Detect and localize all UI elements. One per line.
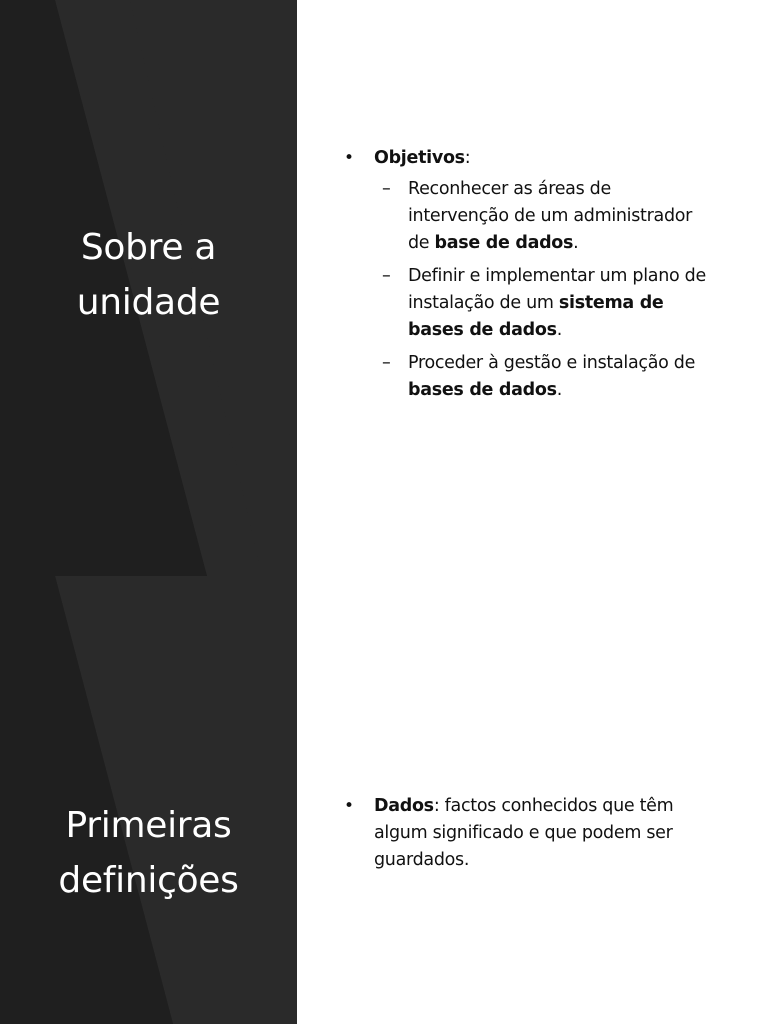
title-panel xyxy=(0,0,297,576)
dash-marker: – xyxy=(382,353,391,373)
sub-bullet-bold-text: base de dados xyxy=(434,233,574,253)
sub-bullet-text-end: . xyxy=(556,320,562,340)
slide-title-line-2: unidade xyxy=(76,282,221,323)
sub-bullet-text-end: . xyxy=(556,380,562,400)
slide-title-line-2: definições xyxy=(58,860,239,901)
sub-bullet-text: Reconhecer as áreas de intervenção de um administrador de xyxy=(408,179,693,253)
slide-title xyxy=(0,220,297,330)
bullet-marker: • xyxy=(344,148,354,168)
bullet-marker: • xyxy=(344,796,354,816)
sub-bullet-item xyxy=(344,350,708,404)
sub-bullet-text: Proceder à gestão e instalação de xyxy=(408,353,696,373)
slide-content xyxy=(344,145,708,410)
sub-bullet-bold-text: sistema de bases de dados xyxy=(408,293,664,340)
slide-title-line-1: Sobre a xyxy=(80,227,217,268)
slide-content xyxy=(344,793,708,874)
sub-bullet-list xyxy=(344,176,708,404)
slide-title-line-1: Primeiras xyxy=(65,805,232,846)
slide-title xyxy=(0,798,297,908)
bullet-item xyxy=(344,793,708,874)
dash-marker: – xyxy=(382,266,391,286)
sub-bullet-bold-text: bases de dados xyxy=(408,380,557,400)
dash-marker: – xyxy=(382,179,391,199)
sub-bullet-text-end: . xyxy=(573,233,579,253)
bullet-bold-text: Dados xyxy=(374,796,434,816)
sub-bullet-text: Definir e implementar um plano de instalação de um xyxy=(408,266,706,313)
sub-bullet-item xyxy=(344,176,708,257)
bullet-item xyxy=(344,145,708,172)
bullet-bold-text: Objetivos xyxy=(374,148,465,168)
bullet-text: : xyxy=(464,148,471,168)
title-panel xyxy=(0,576,297,1024)
slide-primeiras-definicoes xyxy=(0,576,768,1024)
sub-bullet-item xyxy=(344,263,708,344)
bullet-text: : factos conhecidos que têm algum significado e que podem ser guardados. xyxy=(374,796,674,870)
